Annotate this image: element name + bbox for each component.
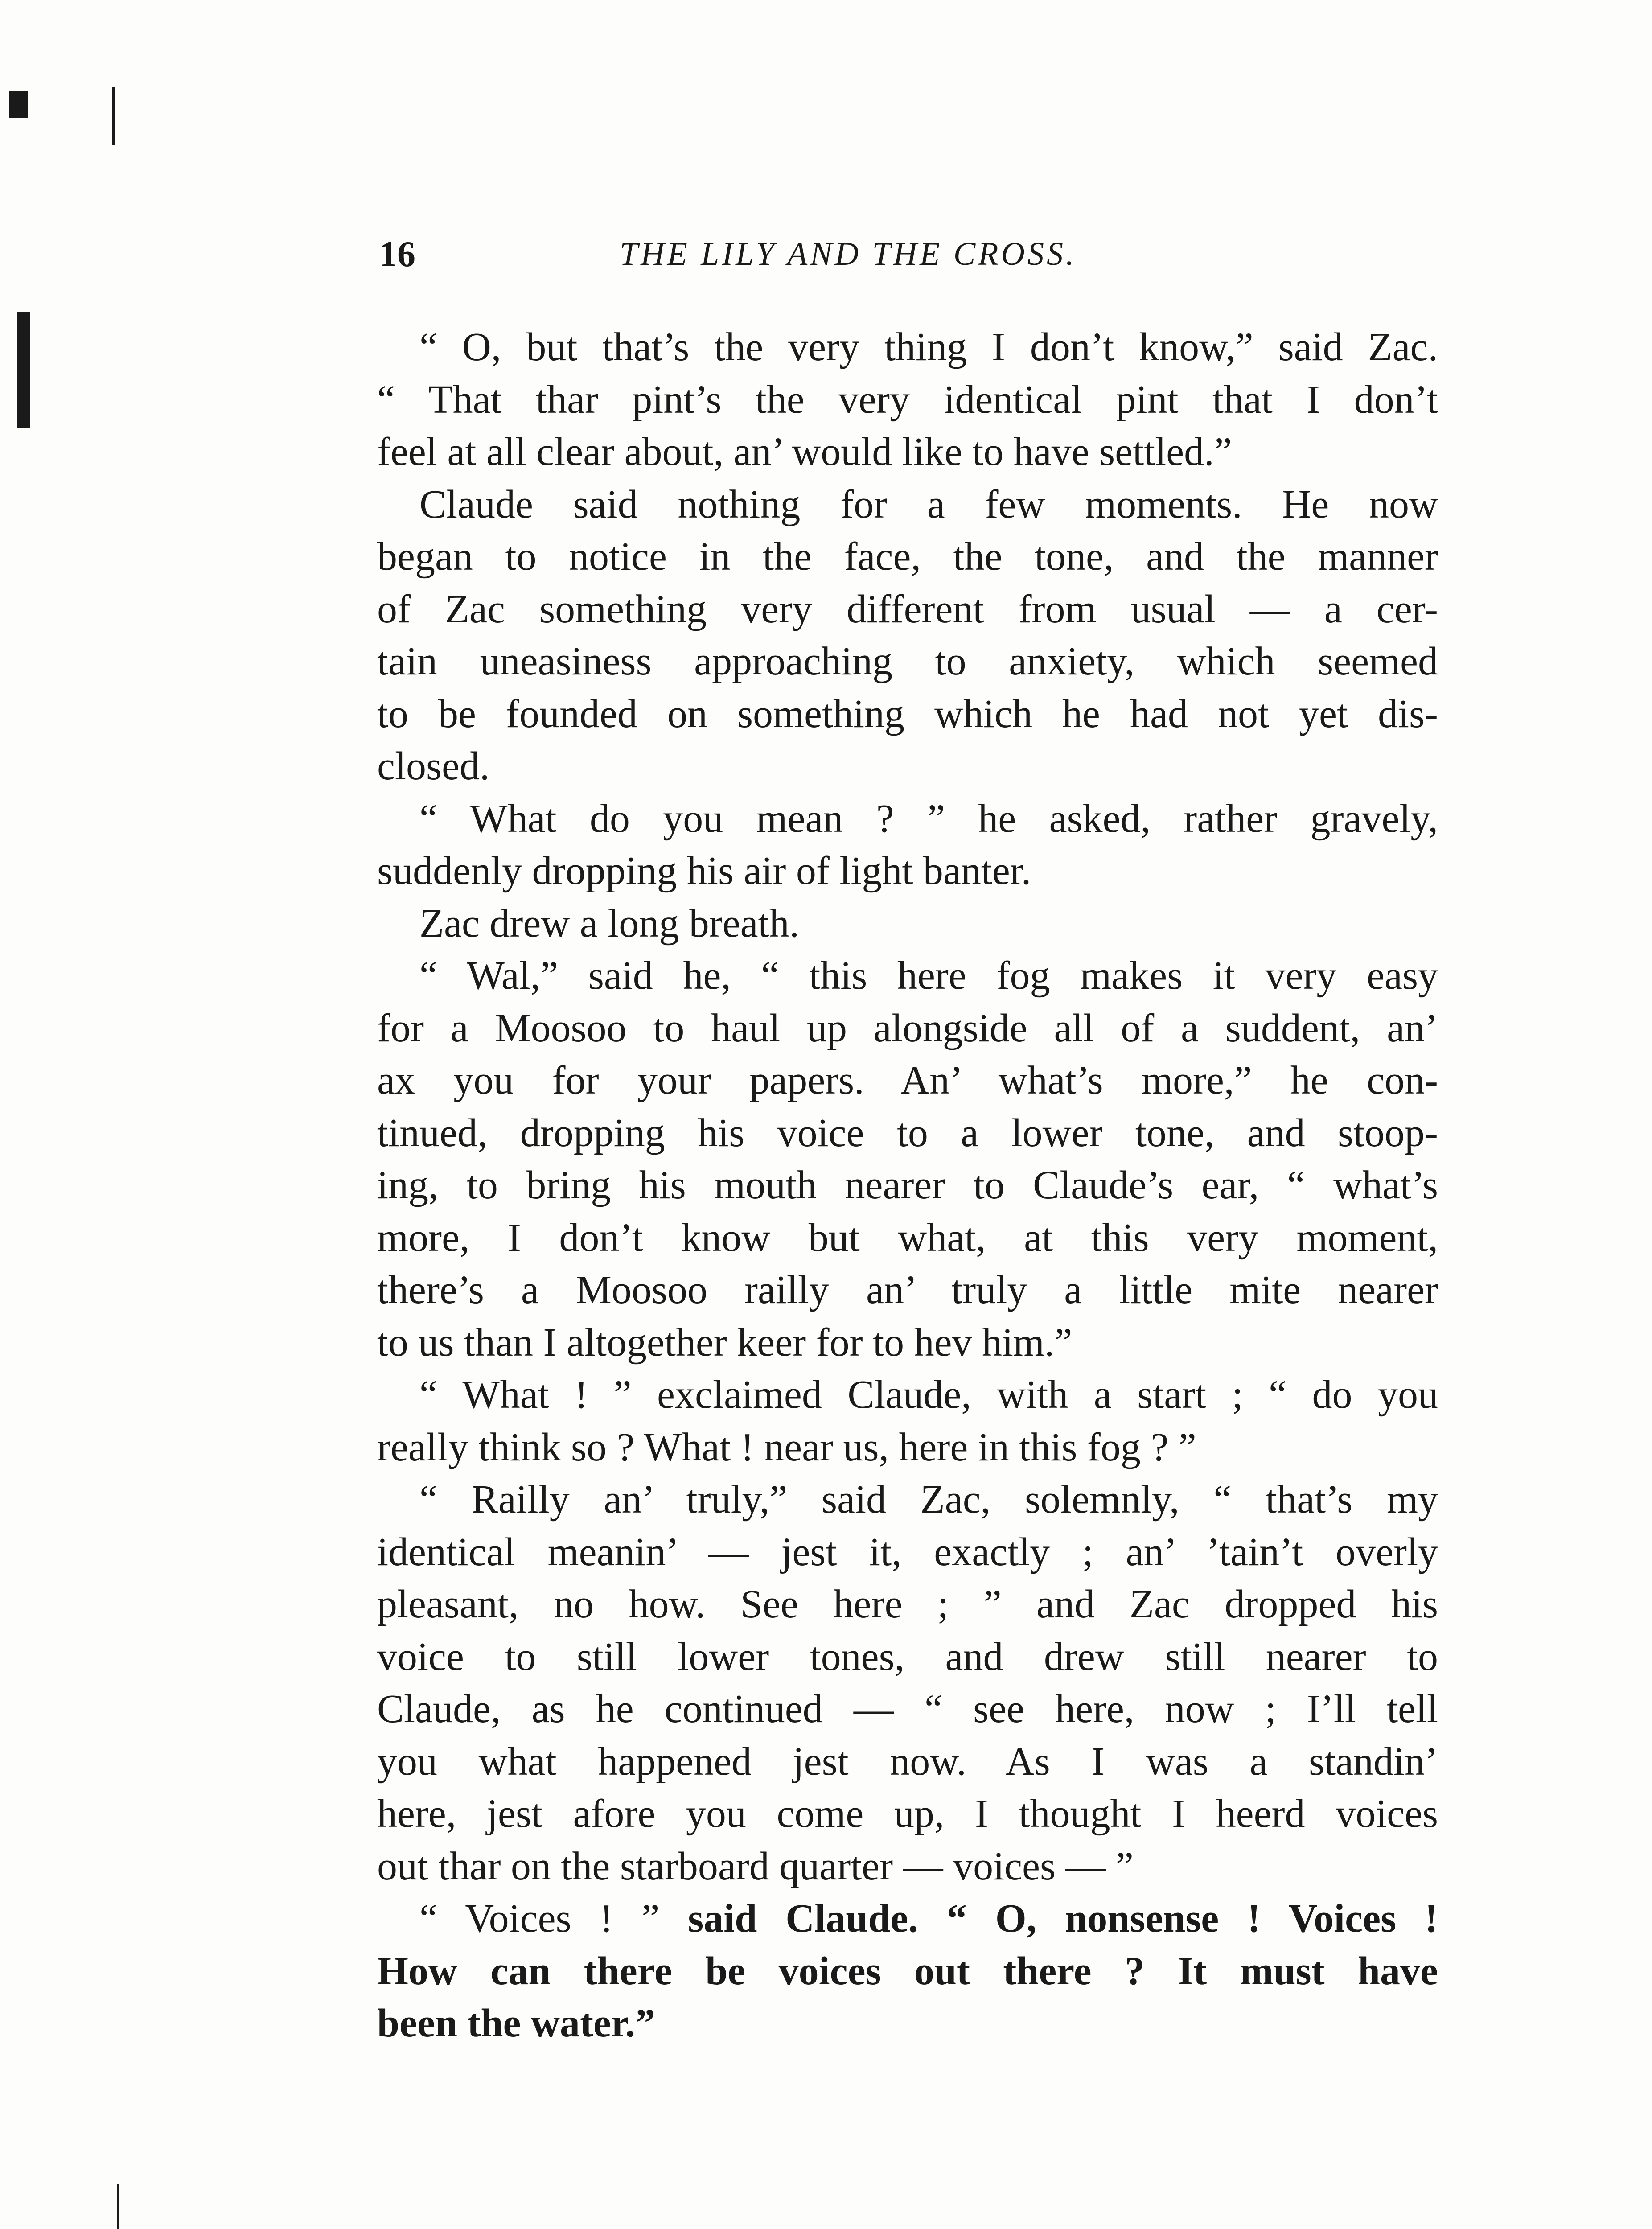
text-line: to us than I altogether keer for to hev him.” [377,1320,1073,1365]
text-line [377,1892,1438,1945]
text-line: “ What ! ” exclaimed Claude, with a start ; “ do you [419,1373,1438,1417]
text-line: tain uneasiness approaching to anxiety, which seemed [377,639,1438,683]
text-line-plain-part: “ Voices ! ” [419,1896,688,1941]
text-line: Claude, as he continued — “ see here, now ; I’ll tell [377,1687,1438,1731]
text-line: “ What do you mean ? ” he asked, rather gravely, [419,796,1438,841]
text-line: Claude said nothing for a few moments. He now [419,482,1438,526]
text-line: “ Wal,” said he, “ this here fog makes it very easy [419,954,1438,998]
text-line: out thar on the starboard quarter — voices — ” [377,1844,1134,1888]
scan-edge-mark-left [17,312,30,428]
text-line: closed. [377,744,490,788]
text-line: began to notice in the face, the tone, and the manner [377,535,1438,579]
text-line: suddenly dropping his air of light banter. [377,849,1031,893]
body-text [377,321,1438,2050]
scan-edge-mark-top-left-line [112,87,115,145]
text-line: identical meanin’ — jest it, exactly ; an’ ’tain’t overly [377,1530,1438,1574]
text-line: been the water.” [377,2001,656,2045]
text-line: here, jest afore you come up, I thought I heerd voices [377,1792,1438,1836]
text-line: of Zac something very different from usual — a cer- [377,587,1438,631]
text-line: pleasant, no how. See here ; ” and Zac dropped his [377,1582,1438,1626]
scan-edge-mark-top-left [9,91,28,118]
scan-edge-mark-bottom-left [117,2184,119,2229]
text-line: How can there be voices out there ? It must have [377,1949,1438,1993]
text-line: really think so ? What ! near us, here in this fog ? ” [377,1425,1196,1469]
text-line: feel at all clear about, an’ would like to have settled.” [377,430,1232,474]
running-title: THE LILY AND THE CROSS. [620,236,1077,272]
text-line: “ Railly an’ truly,” said Zac, solemnly, “ that’s my [419,1477,1438,1522]
page-number: 16 [379,234,415,274]
text-line: you what happened jest now. As I was a standin’ [377,1739,1438,1784]
text-line: ax you for your papers. An’ what’s more,” he con- [377,1058,1438,1102]
text-line: “ O, but that’s the very thing I don’t know,” said Zac. [419,325,1438,369]
text-line: ing, to bring his mouth nearer to Claude’s ear, “ what’s [377,1163,1438,1207]
text-line: for a Moosoo to haul up alongside all of a suddent, an’ [377,1006,1438,1050]
text-line: tinued, dropping his voice to a lower tone, and stoop- [377,1110,1438,1155]
text-line: “ That thar pint’s the very identical pint that I don’t [377,377,1438,422]
text-line: more, I don’t know but what, at this very moment, [377,1215,1438,1260]
text-line: Zac drew a long breath. [419,901,800,946]
text-line: there’s a Moosoo railly an’ truly a little mite nearer [377,1268,1438,1312]
running-header [379,227,1449,281]
text-line-bold-part: said Claude. “ O, nonsense ! Voices ! [688,1896,1438,1941]
text-line: voice to still lower tones, and drew still nearer to [377,1634,1438,1679]
text-line: to be founded on something which he had not yet dis- [377,691,1438,736]
